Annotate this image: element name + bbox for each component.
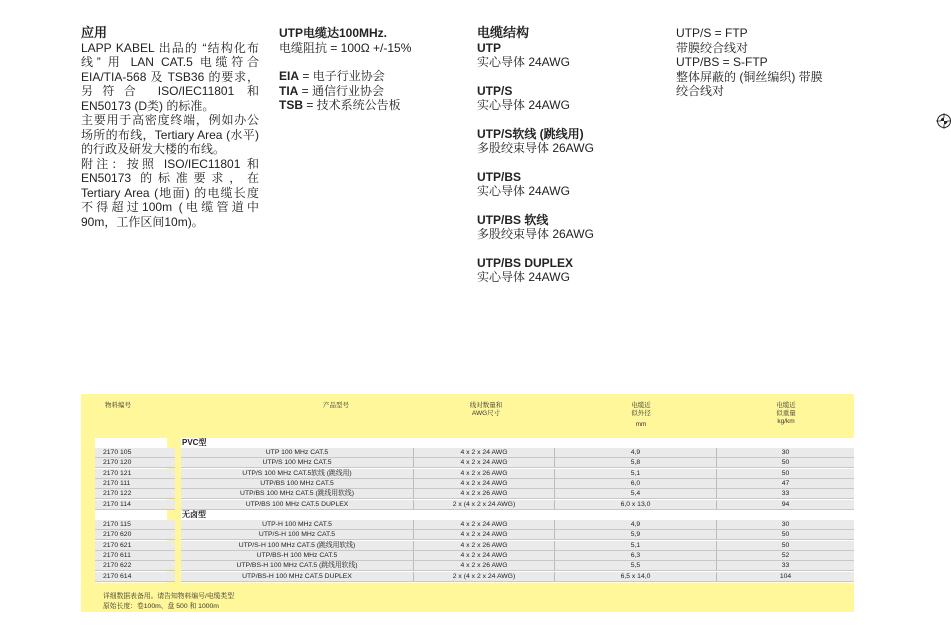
product-type-cell: UTP-H 100 MHz CAT.5 <box>181 520 414 530</box>
part-number-cell: 2170 622 <box>95 561 175 571</box>
impedance-line: 电缆阻抗 = 100Ω +/-15% <box>279 40 412 55</box>
header-diameter-line1: 电缆近 <box>631 402 651 409</box>
header-product-type: 产品型号 <box>323 402 349 409</box>
footnote-line-1: 详细数据表备用。请告知物料编号/电缆类型 <box>103 593 235 600</box>
weight-cell: 50 <box>717 458 854 468</box>
pairs-awg-cell: 4 x 2 x 24 AWG <box>414 479 555 489</box>
weight-cell: 30 <box>717 520 854 530</box>
outer-diameter-cell: 6,5 x 14,0 <box>555 572 717 582</box>
part-number-cell: 2170 121 <box>95 469 175 479</box>
outer-diameter-cell: 6,0 x 13,0 <box>555 500 717 510</box>
product-type-cell: UTP/BS-H 100 MHz CAT.5 DUPLEX <box>181 572 414 582</box>
weight-cell: 104 <box>717 572 854 582</box>
eia-definition <box>279 69 459 84</box>
table-row <box>95 530 854 540</box>
tia-value: = 通信行业协会 <box>298 83 385 98</box>
conductor-description: 多股绞束导体 26AWG <box>477 227 594 241</box>
product-table <box>81 394 854 612</box>
table-row <box>95 500 854 510</box>
eia-value: = 电子行业协会 <box>299 69 385 83</box>
part-number-cell: 2170 614 <box>95 572 175 582</box>
conductor-description: 实心导体 24AWG <box>477 55 570 69</box>
table-row <box>95 458 854 468</box>
product-type-cell: UTP/BS-H 100 MHz CAT.5 <box>181 551 414 561</box>
cable-type-name: UTP <box>477 40 501 55</box>
eia-key: EIA <box>279 69 300 83</box>
table-row <box>95 489 854 499</box>
weight-cell: 94 <box>717 500 854 510</box>
weight-cell: 33 <box>717 561 854 571</box>
weight-cell: 50 <box>717 530 854 540</box>
weight-cell: 52 <box>717 551 854 561</box>
header-pairs-line1: 线对数量和 <box>469 402 503 409</box>
tia-key: TIA <box>279 83 299 98</box>
product-type-cell: UTP/S-H 100 MHz CAT.5 <box>181 530 414 540</box>
table-row <box>95 541 854 551</box>
tia-definition <box>279 84 459 99</box>
cable-structure-item <box>477 41 657 70</box>
application-paragraph-2: 主要用于高密度终端，例如办公场所的布线，Tertiary Area (水平) 的行政及研发大楼的布线。 <box>81 113 259 156</box>
cable-structure-item <box>477 84 657 113</box>
tsb-key: TSB <box>279 98 303 112</box>
abbr-line-3: UTP/BS = S-FTP <box>676 55 768 69</box>
table-row <box>95 469 854 479</box>
part-number-cell: 2170 621 <box>95 541 175 551</box>
part-number-cell: 2170 122 <box>95 489 175 499</box>
application-heading: 应用 <box>81 25 108 40</box>
cable-type-name: UTP/BS DUPLEX <box>477 255 574 270</box>
abbreviation-column <box>676 26 846 99</box>
cable-type-name: UTP/S软线 (跳线用) <box>477 126 584 141</box>
abbr-line-1: UTP/S = FTP <box>676 26 748 40</box>
weight-cell: 50 <box>717 469 854 479</box>
conductor-description: 实心导体 24AWG <box>477 270 570 284</box>
application-paragraph-1: LAPP KABEL 出品的 “结构化布线” 用 LAN CAT.5 电缆符合 EIA/TIA-568 及 TSB36 的要求，另符合 ISO/IEC11801 和 EN50173 (D类) 的标准。 <box>81 40 259 113</box>
pairs-awg-cell: 4 x 2 x 24 AWG <box>414 530 555 540</box>
cable-type-name: UTP/BS 软线 <box>477 212 549 227</box>
outer-diameter-cell: 4,9 <box>555 520 717 530</box>
weight-cell: 30 <box>717 448 854 458</box>
footnote-line-2: 原始长度：卷100m、盘 500 和 1000m <box>103 603 219 610</box>
pairs-awg-cell: 4 x 2 x 24 AWG <box>414 520 555 530</box>
weight-cell: 47 <box>717 479 854 489</box>
pairs-awg-cell: 2 x (4 x 2 x 24 AWG) <box>414 572 555 582</box>
outer-diameter-cell: 5,5 <box>555 561 717 571</box>
pairs-awg-cell: 4 x 2 x 26 AWG <box>414 561 555 571</box>
header-weight-line2: 似重量 <box>776 410 796 417</box>
part-number-cell: 2170 115 <box>95 520 175 530</box>
header-diameter-line2: 似外径 <box>631 410 651 417</box>
pairs-awg-cell: 4 x 2 x 26 AWG <box>414 469 555 479</box>
table-footnote <box>103 592 234 612</box>
cable-structure-item <box>477 256 657 285</box>
weight-cell: 50 <box>717 541 854 551</box>
outer-diameter-cell: 4,9 <box>555 448 717 458</box>
abbr-line-5: 绞合线对 <box>676 84 725 98</box>
cable-structure-heading: 电缆结构 <box>477 25 530 40</box>
section-pvc: PVC型 <box>182 438 207 447</box>
section-halogen-free: 无卤型 <box>182 510 206 519</box>
cable-structure-item <box>477 170 657 199</box>
product-type-cell: UTP/S 100 MHz CAT.5 <box>181 458 414 468</box>
conductor-description: 多股绞束导体 26AWG <box>477 141 594 155</box>
part-number-cell: 2170 620 <box>95 530 175 540</box>
bandwidth-line: UTP电缆达100MHz. <box>279 26 388 40</box>
pairs-awg-cell: 4 x 2 x 24 AWG <box>414 551 555 561</box>
table-row <box>95 551 854 561</box>
outer-diameter-cell: 5,1 <box>555 469 717 479</box>
outer-diameter-cell: 5,4 <box>555 489 717 499</box>
part-number-cell: 2170 114 <box>95 500 175 510</box>
table-row <box>95 479 854 489</box>
abbr-line-4: 整体屏蔽的 (铜丝编织) 带膜 <box>676 69 823 84</box>
pairs-awg-cell: 4 x 2 x 26 AWG <box>414 541 555 551</box>
cable-structure-item <box>477 127 657 156</box>
header-pairs-line2: AWG尺寸 <box>471 410 501 417</box>
pairs-awg-cell: 4 x 2 x 26 AWG <box>414 489 555 499</box>
conductor-description: 实心导体 24AWG <box>477 98 570 112</box>
table-row <box>95 448 854 458</box>
outer-diameter-cell: 6,3 <box>555 551 717 561</box>
outer-diameter-cell: 5,9 <box>555 530 717 540</box>
outer-diameter-cell: 5,8 <box>555 458 717 468</box>
product-type-cell: UTP/S-H 100 MHz CAT.5 (跳线用软线) <box>181 541 414 551</box>
cable-structure-column <box>477 26 657 299</box>
product-type-cell: UTP/S 100 MHz CAT.5软线 (跳线用) <box>181 469 414 479</box>
table-row <box>95 520 854 530</box>
cable-type-name: UTP/S <box>477 83 513 98</box>
pairs-awg-cell: 4 x 2 x 24 AWG <box>414 448 555 458</box>
cable-structure-list <box>477 41 657 285</box>
abbr-line-2: 带膜绞合线对 <box>676 40 749 55</box>
specs-column <box>279 26 459 113</box>
part-number-cell: 2170 111 <box>95 479 175 489</box>
product-type-cell: UTP 100 MHz CAT.5 <box>181 448 414 458</box>
cable-structure-item <box>477 213 657 242</box>
part-number-cell: 2170 611 <box>95 551 175 561</box>
tsb-value: = 技术系统公告板 <box>303 98 401 112</box>
product-type-cell: UTP/BS 100 MHz CAT.5 DUPLEX <box>181 500 414 510</box>
tsb-definition <box>279 98 459 113</box>
pairs-awg-cell: 4 x 2 x 24 AWG <box>414 458 555 468</box>
registration-mark-icon <box>936 113 951 129</box>
product-type-cell: UTP/BS 100 MHz CAT.5 <box>181 479 414 489</box>
table-row <box>95 561 854 571</box>
weight-cell: 33 <box>717 489 854 499</box>
table-row <box>95 572 854 582</box>
header-weight-unit: kg/km <box>777 418 795 425</box>
pairs-awg-cell: 2 x (4 x 2 x 24 AWG) <box>414 500 555 510</box>
part-number-cell: 2170 105 <box>95 448 175 458</box>
application-paragraph-3: 附注：按照 ISO/IEC11801 和 EN50173 的标准要求，在 Tertiary Area (地面) 的电缆长度不得超过100m (电缆管道中90m，工作区间10m)。 <box>81 156 259 229</box>
conductor-description: 实心导体 24AWG <box>477 184 570 198</box>
cable-type-name: UTP/BS <box>477 169 522 184</box>
header-diameter-unit: mm <box>635 421 647 428</box>
product-type-cell: UTP/BS-H 100 MHz CAT.5 (跳线用软线) <box>181 561 414 571</box>
outer-diameter-cell: 5,1 <box>555 541 717 551</box>
outer-diameter-cell: 6,0 <box>555 479 717 489</box>
header-weight-line1: 电缆近 <box>776 402 796 409</box>
product-type-cell: UTP/BS 100 MHz CAT.5 (跳线用软线) <box>181 489 414 499</box>
header-part-number: 物料编号 <box>105 402 131 409</box>
application-column <box>81 26 259 229</box>
part-number-cell: 2170 120 <box>95 458 175 468</box>
